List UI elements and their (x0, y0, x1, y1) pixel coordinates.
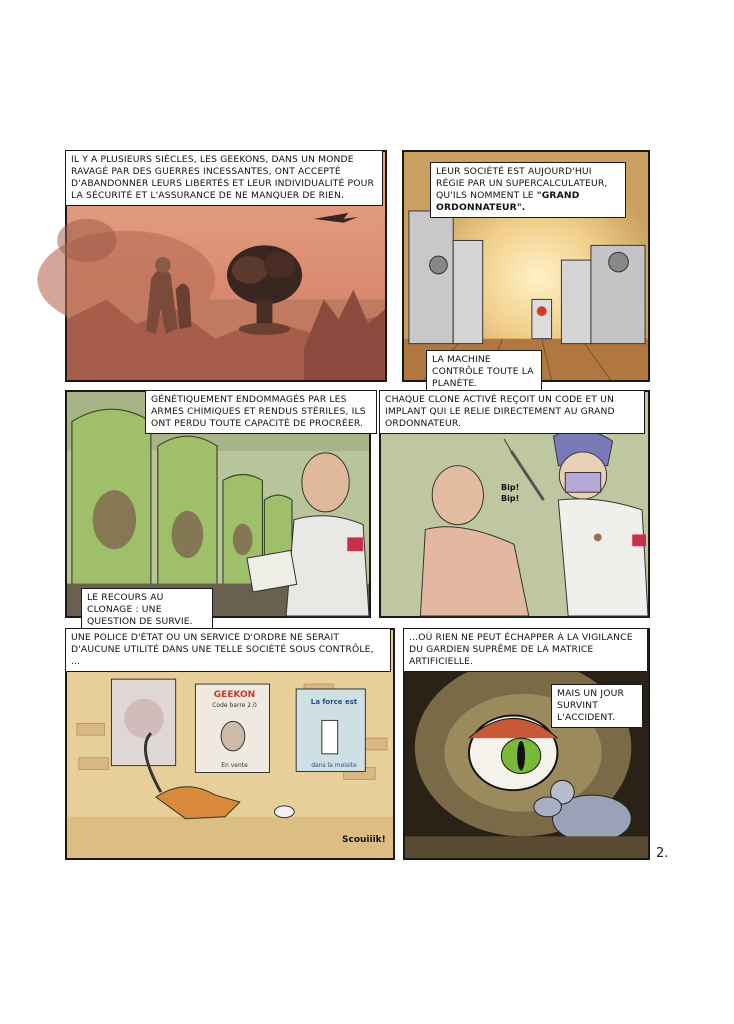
caption-cloning (81, 588, 213, 632)
poster-force-line2: dans la moisite (311, 762, 357, 769)
caption-vigilance-text: ...OÙ RIEN NE PEUT ÉCHAPPER À LA VIGILANCE DU GARDIEN SUPRÊME DE LA MATRICE ARTIFICIELLE. (409, 632, 633, 667)
caption-war (65, 150, 383, 206)
caption-implant (379, 390, 645, 434)
caption-vigilance (403, 628, 648, 672)
panel-war (65, 150, 387, 382)
panel-cloning (65, 390, 371, 627)
caption-accident-text: MAIS UN JOUR SURVINT L'ACCIDENT. (557, 688, 625, 723)
poster-force-line1: La force est (310, 698, 358, 706)
caption-supercomputer-text: LEUR SOCIÉTÉ EST AUJOURD'HUI RÉGIE PAR UN SUPERCALCULATEUR, QU'ILS NOMMENT LE (436, 166, 608, 201)
caption-genetic-damage (145, 390, 377, 434)
poster-geekon-title: GEEKON (213, 690, 256, 700)
sfx-beep-text: Bip! Bip! (501, 483, 520, 503)
caption-machine-control-text: LA MACHINE CONTRÔLE TOUTE LA PLANÈTE. (432, 354, 534, 389)
panel-supercomputer (402, 150, 650, 389)
poster-geekon-footer: En vente (221, 762, 248, 769)
poster-geekon-subtitle: Code barre 2.0 (212, 702, 257, 709)
panel-implant (379, 390, 650, 618)
caption-police-text: UNE POLICE D'ÉTAT OU UN SERVICE D'ORDRE NE SERAIT D'AUCUNE UTILITÉ DANS UNE TELLE SOCIÉTÉ SOUS CONTRÔLE, ... (71, 632, 374, 667)
caption-machine-control (426, 350, 542, 394)
panel-eye (403, 628, 650, 860)
caption-grand-ordonnateur: "GRAND ORDONNATEUR". (436, 190, 580, 213)
page-number: 2. (656, 846, 669, 861)
caption-police (65, 628, 391, 672)
caption-war-text: IL Y A PLUSIEURS SIÈCLES, LES GEEKONS, DANS UN MONDE RAVAGÉ PAR DES GUERRES INCESSANTES, ONT ACCEPTÉ D'ABANDONNER LEURS LIBERTÉS ET LEUR INDIVIDUALITÉ POUR LA SÉCURITÉ ET L'ASSURANCE DE NE MANQUER DE RIEN. (71, 154, 374, 201)
sfx-beep (501, 482, 531, 504)
caption-accident (551, 684, 643, 728)
caption-genetic-damage-text: GÉNÉTIQUEMENT ENDOMMAGÉS PAR LES ARMES CHIMIQUES ET RENDUS STÉRILES, ILS ONT PERDU TOUTE CAPACITÉ DE PROCRÉER. (151, 394, 366, 429)
sfx-squeak-text: Scouiiik! (342, 835, 386, 845)
caption-implant-text: CHAQUE CLONE ACTIVÉ REÇOIT UN CODE ET UN IMPLANT QUI LE RELIE DIRECTEMENT AU GRAND ORDONNATEUR. (385, 394, 615, 429)
sfx-squeak (342, 835, 386, 845)
caption-supercomputer (430, 162, 626, 218)
caption-cloning-text: LE RECOURS AU CLONAGE : UNE QUESTION DE SURVIE. (87, 592, 193, 627)
panel-posters (65, 628, 395, 860)
